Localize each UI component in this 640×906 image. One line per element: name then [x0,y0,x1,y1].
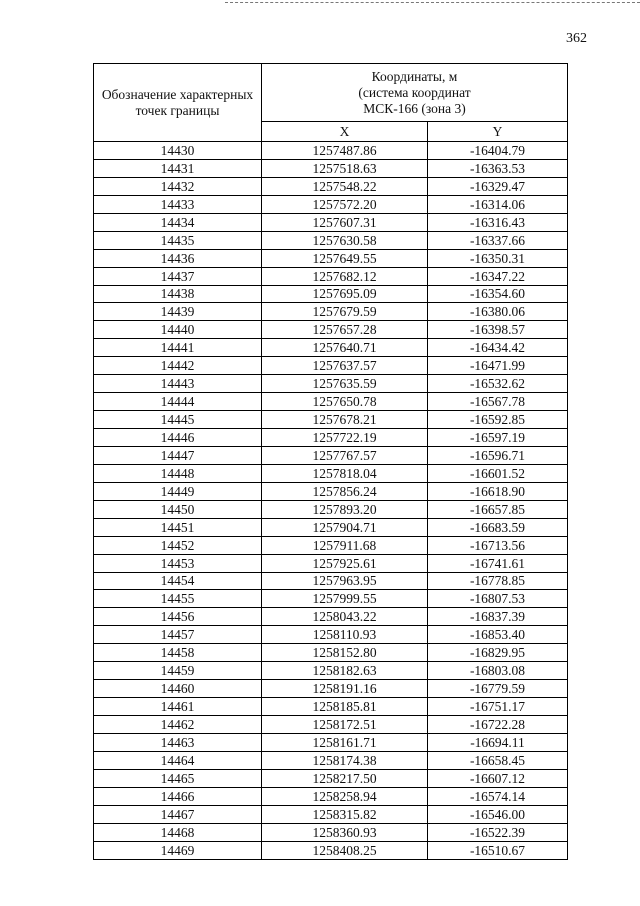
y-cell: -16510.67 [428,841,568,859]
point-id-cell: 14443 [94,375,262,393]
y-cell: -16779.59 [428,680,568,698]
point-id-cell: 14466 [94,787,262,805]
table-row [94,680,568,698]
point-id-cell: 14448 [94,464,262,482]
top-scan-line [225,2,640,3]
y-cell: -16596.71 [428,446,568,464]
table-row [94,572,568,590]
y-cell: -16751.17 [428,698,568,716]
x-cell: 1257572.20 [262,195,428,213]
x-cell: 1257650.78 [262,393,428,411]
point-id-cell: 14462 [94,716,262,734]
point-id-cell: 14431 [94,159,262,177]
table-row [94,285,568,303]
y-cell: -16404.79 [428,142,568,160]
table-row [94,733,568,751]
y-cell: -16337.66 [428,231,568,249]
table-row [94,841,568,859]
point-id-cell: 14440 [94,321,262,339]
coordinates-table [93,63,568,860]
table-row [94,518,568,536]
point-id-cell: 14456 [94,608,262,626]
y-cell: -16329.47 [428,177,568,195]
y-cell: -16522.39 [428,823,568,841]
point-id-cell: 14437 [94,267,262,285]
y-cell: -16837.39 [428,608,568,626]
y-cell: -16683.59 [428,518,568,536]
y-cell: -16316.43 [428,213,568,231]
x-cell: 1258152.80 [262,644,428,662]
page-number: 362 [566,31,587,46]
table-row [94,823,568,841]
point-id-cell: 14447 [94,446,262,464]
y-cell: -16350.31 [428,249,568,267]
table-row [94,231,568,249]
y-cell: -16592.85 [428,411,568,429]
x-cell: 1257630.58 [262,231,428,249]
point-id-cell: 14433 [94,195,262,213]
table-body [94,142,568,860]
x-cell: 1258217.50 [262,769,428,787]
x-cell: 1257963.95 [262,572,428,590]
table-row [94,590,568,608]
table-row [94,213,568,231]
point-id-cell: 14450 [94,500,262,518]
x-cell: 1257893.20 [262,500,428,518]
y-cell: -16471.99 [428,357,568,375]
point-id-cell: 14434 [94,213,262,231]
y-cell: -16713.56 [428,536,568,554]
table-row [94,482,568,500]
point-id-cell: 14438 [94,285,262,303]
table-row [94,142,568,160]
x-header: X [262,122,428,142]
x-cell: 1257695.09 [262,285,428,303]
table-row [94,769,568,787]
y-cell: -16741.61 [428,554,568,572]
table-row [94,464,568,482]
point-id-cell: 14469 [94,841,262,859]
y-cell: -16694.11 [428,733,568,751]
point-id-cell: 14445 [94,411,262,429]
table-row [94,303,568,321]
x-cell: 1257767.57 [262,446,428,464]
point-id-cell: 14459 [94,662,262,680]
y-cell: -16658.45 [428,751,568,769]
table-row [94,751,568,769]
table-row [94,608,568,626]
table-row [94,500,568,518]
table-row [94,698,568,716]
x-cell: 1258174.38 [262,751,428,769]
table-row [94,393,568,411]
y-cell: -16853.40 [428,626,568,644]
table-row [94,411,568,429]
table-row [94,787,568,805]
point-id-cell: 14441 [94,339,262,357]
x-cell: 1257637.57 [262,357,428,375]
table-row [94,339,568,357]
y-cell: -16363.53 [428,159,568,177]
y-cell: -16803.08 [428,662,568,680]
table-row [94,375,568,393]
point-id-cell: 14465 [94,769,262,787]
y-cell: -16546.00 [428,805,568,823]
x-cell: 1257487.86 [262,142,428,160]
x-cell: 1258360.93 [262,823,428,841]
point-id-cell: 14463 [94,733,262,751]
y-cell: -16314.06 [428,195,568,213]
x-cell: 1257607.31 [262,213,428,231]
table-row [94,716,568,734]
y-cell: -16532.62 [428,375,568,393]
table-row [94,626,568,644]
y-header: Y [428,122,568,142]
y-cell: -16380.06 [428,303,568,321]
x-cell: 1257678.21 [262,411,428,429]
x-cell: 1257679.59 [262,303,428,321]
x-cell: 1257722.19 [262,429,428,447]
point-id-cell: 14442 [94,357,262,375]
x-cell: 1258408.25 [262,841,428,859]
x-cell: 1258043.22 [262,608,428,626]
x-cell: 1258182.63 [262,662,428,680]
y-cell: -16807.53 [428,590,568,608]
coordinates-header-line1: Координаты, м [371,68,458,84]
point-id-cell: 14452 [94,536,262,554]
y-cell: -16601.52 [428,464,568,482]
point-label-header [94,64,262,142]
y-cell: -16778.85 [428,572,568,590]
y-cell: -16618.90 [428,482,568,500]
table-row [94,536,568,554]
point-id-cell: 14435 [94,231,262,249]
point-id-cell: 14468 [94,823,262,841]
coordinates-header-line3: МСК-166 (зона 3) [363,100,466,116]
x-cell: 1257904.71 [262,518,428,536]
x-cell: 1258110.93 [262,626,428,644]
y-cell: -16434.42 [428,339,568,357]
x-cell: 1258161.71 [262,733,428,751]
table-row [94,267,568,285]
x-cell: 1257818.04 [262,464,428,482]
y-cell: -16597.19 [428,429,568,447]
point-id-cell: 14460 [94,680,262,698]
y-cell: -16574.14 [428,787,568,805]
point-id-cell: 14451 [94,518,262,536]
table-row [94,249,568,267]
point-id-cell: 14449 [94,482,262,500]
table-row [94,357,568,375]
point-id-cell: 14430 [94,142,262,160]
table-row [94,805,568,823]
point-id-cell: 14467 [94,805,262,823]
point-id-cell: 14455 [94,590,262,608]
table-row [94,195,568,213]
point-label-header-text: Обозначение характерных точек границы [101,86,254,118]
x-cell: 1258172.51 [262,716,428,734]
x-cell: 1257925.61 [262,554,428,572]
x-cell: 1257649.55 [262,249,428,267]
y-cell: -16829.95 [428,644,568,662]
table-row [94,554,568,572]
point-id-cell: 14454 [94,572,262,590]
x-cell: 1257682.12 [262,267,428,285]
table-row [94,321,568,339]
point-id-cell: 14432 [94,177,262,195]
x-cell: 1257640.71 [262,339,428,357]
table-row [94,662,568,680]
x-cell: 1257657.28 [262,321,428,339]
point-id-cell: 14464 [94,751,262,769]
x-cell: 1257635.59 [262,375,428,393]
y-cell: -16607.12 [428,769,568,787]
x-cell: 1257856.24 [262,482,428,500]
point-id-cell: 14439 [94,303,262,321]
x-cell: 1258185.81 [262,698,428,716]
table-row [94,429,568,447]
table-row [94,177,568,195]
point-id-cell: 14457 [94,626,262,644]
x-cell: 1257999.55 [262,590,428,608]
table-row [94,644,568,662]
table-row [94,159,568,177]
y-cell: -16722.28 [428,716,568,734]
point-id-cell: 14453 [94,554,262,572]
point-id-cell: 14444 [94,393,262,411]
table-row [94,446,568,464]
coordinates-header [262,64,568,122]
x-cell: 1257911.68 [262,536,428,554]
y-cell: -16398.57 [428,321,568,339]
x-cell: 1257548.22 [262,177,428,195]
coordinates-header-line2: (система координат [358,84,471,100]
point-id-cell: 14446 [94,429,262,447]
point-id-cell: 14458 [94,644,262,662]
y-cell: -16347.22 [428,267,568,285]
y-cell: -16354.60 [428,285,568,303]
point-id-cell: 14436 [94,249,262,267]
x-cell: 1258191.16 [262,680,428,698]
x-cell: 1257518.63 [262,159,428,177]
x-cell: 1258315.82 [262,805,428,823]
point-id-cell: 14461 [94,698,262,716]
y-cell: -16567.78 [428,393,568,411]
x-cell: 1258258.94 [262,787,428,805]
y-cell: -16657.85 [428,500,568,518]
